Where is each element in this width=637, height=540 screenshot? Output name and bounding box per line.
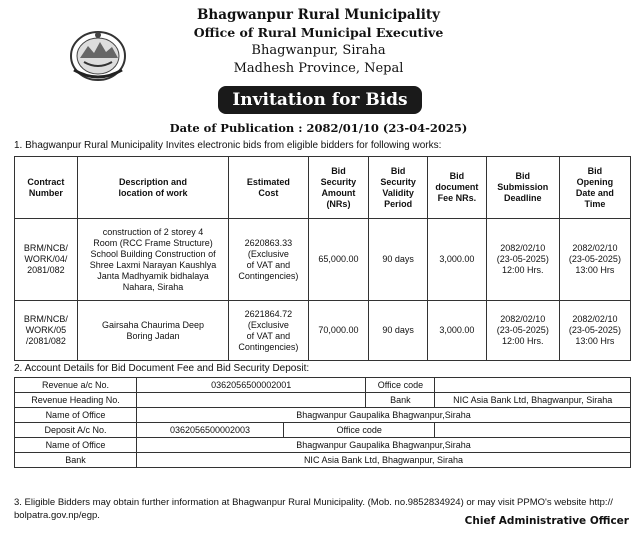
revenue-label: Revenue a/c No. xyxy=(15,378,137,393)
table-row xyxy=(15,408,631,423)
table-row xyxy=(15,301,631,361)
office-code-label: Office code xyxy=(366,378,435,393)
bank-label: Bank xyxy=(366,393,435,408)
contract-number: BRM/NCB/ WORK/04/ 2081/082 xyxy=(15,219,78,301)
account-table xyxy=(14,377,631,468)
bank-label-2: Bank xyxy=(15,453,137,468)
estimated-cost: 2620863.33 (Exclusive of VAT and Contingencies) xyxy=(229,219,308,301)
table-row xyxy=(15,423,631,438)
signature-title: Chief Administrative Officer xyxy=(464,515,629,527)
header-deadline: Bid Submission Deadline xyxy=(486,157,559,219)
publication-date: Date of Publication : 2082/01/10 (23-04-2025) xyxy=(169,121,468,135)
table-row xyxy=(15,438,631,453)
validity-period: 90 days xyxy=(369,301,428,361)
province-name: Madhesh Province, Nepal xyxy=(233,61,404,76)
estimated-cost: 2621864.72 (Exclusive of VAT and Contingencies) xyxy=(229,301,308,361)
opening-time: 2082/02/10 (23-05-2025) 13:00 Hrs xyxy=(559,219,630,301)
table-row xyxy=(15,219,631,301)
nepal-emblem-icon xyxy=(66,26,130,84)
works-header-row xyxy=(15,157,631,219)
office-code-value-2 xyxy=(435,423,631,438)
header-contract: Contract Number xyxy=(15,157,78,219)
office-code-label-2: Office code xyxy=(284,423,435,438)
bank-value: NIC Asia Bank Ltd, Bhagwanpur, Siraha xyxy=(435,393,631,408)
header-cost: Estimated Cost xyxy=(229,157,308,219)
table-row xyxy=(15,378,631,393)
work-description: construction of 2 storey 4 Room (RCC Frame Structure) School Building Construction of Shree Laxmi Narayan Kaushlya Janta Madhyamik bidhalaya Nahara, Siraha xyxy=(77,219,228,301)
city-name: Bhagwanpur, Siraha xyxy=(251,43,386,58)
intro-text: 1. Bhagwanpur Rural Municipality Invites electronic bids from eligible bidders for following works: xyxy=(14,140,442,151)
header-description: Description and location of work xyxy=(77,157,228,219)
revenue-heading-value xyxy=(137,393,366,408)
submission-deadline: 2082/02/10 (23-05-2025) 12:00 Hrs. xyxy=(486,219,559,301)
office-name-label-2: Name of Office xyxy=(15,438,137,453)
bank-value-2: NIC Asia Bank Ltd, Bhagwanpur, Siraha xyxy=(137,453,631,468)
contract-number: BRM/NCB/ WORK/05 /2081/082 xyxy=(15,301,78,361)
opening-time: 2082/02/10 (23-05-2025) 13:00 Hrs xyxy=(559,301,630,361)
title-banner: Invitation for Bids xyxy=(218,86,422,114)
org-name: Bhagwanpur Rural Municipality xyxy=(197,7,440,23)
office-code-value xyxy=(435,378,631,393)
revenue-heading-label: Revenue Heading No. xyxy=(15,393,137,408)
document-fee: 3,000.00 xyxy=(428,219,487,301)
deposit-value: 0362056500002003 xyxy=(137,423,284,438)
table-row xyxy=(15,393,631,408)
header-fee: Bid document Fee NRs. xyxy=(428,157,487,219)
bid-security: 65,000.00 xyxy=(308,219,369,301)
table-row xyxy=(15,453,631,468)
submission-deadline: 2082/02/10 (23-05-2025) 12:00 Hrs. xyxy=(486,301,559,361)
office-name-value: Bhagwanpur Gaupalika Bhagwanpur,Siraha xyxy=(137,408,631,423)
office-name-value-2: Bhagwanpur Gaupalika Bhagwanpur,Siraha xyxy=(137,438,631,453)
further-info-note: 3. Eligible Bidders may obtain further information at Bhagwanpur Rural Municipality. (Mob. no.9852834924) or may visit PPMO's website http:// bolpatra.gov.np/egp. xyxy=(14,497,613,521)
account-intro: 2. Account Details for Bid Document Fee and Bid Security Deposit: xyxy=(14,363,310,374)
validity-period: 90 days xyxy=(369,219,428,301)
document-fee: 3,000.00 xyxy=(428,301,487,361)
office-name-label: Name of Office xyxy=(15,408,137,423)
revenue-value: 0362056500002001 xyxy=(137,378,366,393)
work-description: Gairsaha Chaurima Deep Boring Jadan xyxy=(77,301,228,361)
header-security: Bid Security Amount (NRs) xyxy=(308,157,369,219)
works-table xyxy=(14,156,631,361)
bid-security: 70,000.00 xyxy=(308,301,369,361)
header-opening: Bid Opening Date and Time xyxy=(559,157,630,219)
deposit-label: Deposit A/c No. xyxy=(15,423,137,438)
office-name: Office of Rural Municipal Executive xyxy=(193,25,444,40)
header-validity: Bid Security Validity Period xyxy=(369,157,428,219)
